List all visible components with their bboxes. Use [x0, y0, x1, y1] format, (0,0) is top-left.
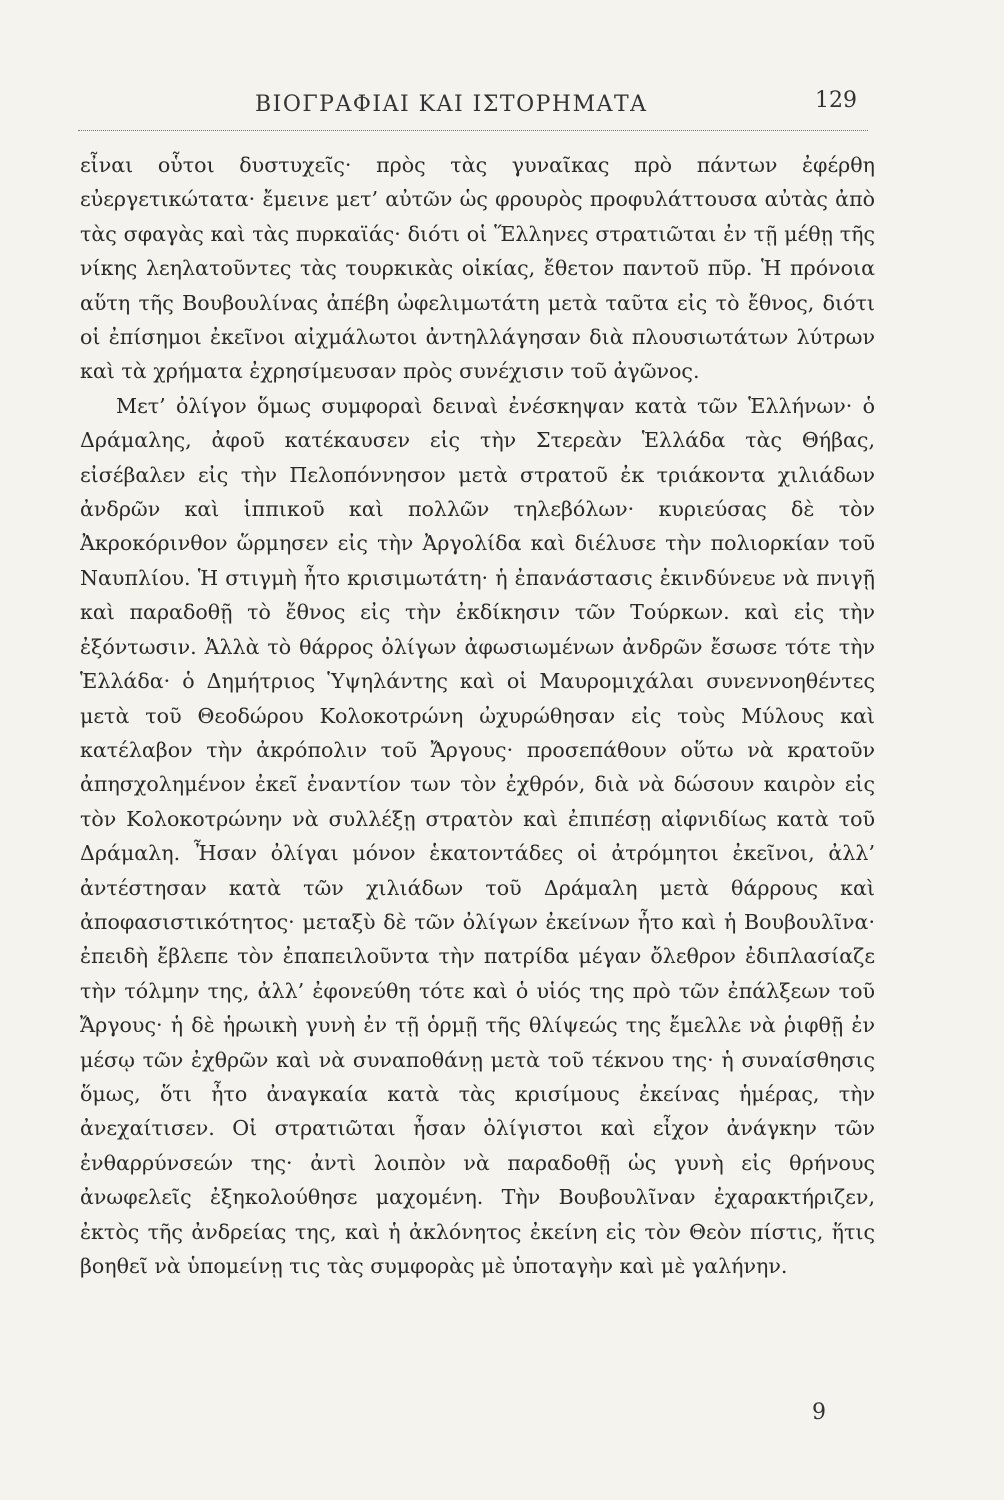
paragraph: εἶναι οὗτοι δυστυχεῖς· πρὸς τὰς γυναῖκας πρὸ πάντων ἐφέρθη εὐεργετικώτατα· ἔμεινε μετ’ αὐτῶν ὡς φρουρὸς προφυλάττουσα αὐτὰς ἀπὸ τὰς σφαγὰς καὶ τὰς πυρκαϊάς· διότι οἱ Ἕλληνες στρατιῶται ἐν τῇ μέθῃ τῆς νίκης λεηλατοῦντες τὰς τουρκικὰς οἰκίας, ἔθετον παντοῦ πῦρ. Ἡ πρόνοια αὕτη τῆς Βουβουλίνας ἀπέβη ὠφελιμωτάτη μετὰ ταῦτα εἰς τὸ ἔθνος, διότι οἱ ἐπίσημοι ἐκεῖνοι αἰχμάλωτοι ἀντηλλάγησαν διὰ πλουσιωτάτων λύτρων καὶ τὰ χρήματα ἐχρησίμευσαν πρὸς συνέχισιν τοῦ ἀγῶνος.: [80, 153, 875, 384]
header-rule: [78, 130, 868, 131]
running-title: ΒΙΟΓΡΑΦΙΑΙ ΚΑΙ ΙΣΤΟΡΗΜΑΤΑ: [255, 92, 648, 117]
signature-mark: 9: [812, 1400, 826, 1425]
body-text: [80, 148, 875, 1418]
page-number: 129: [815, 88, 857, 113]
paragraph: Μετ’ ὀλίγον ὅμως συμφοραὶ δειναὶ ἐνέσκηψαν κατὰ τῶν Ἑλλήνων· ὁ Δράμαλης, ἀφοῦ κατέκαυσεν εἰς τὴν Στερεὰν Ἑλλάδα τὰς Θήβας, εἰσέβαλεν εἰς τὴν Πελοπόννησον μετὰ στρατοῦ ἐκ τριάκοντα χιλιάδων ἀνδρῶν καὶ ἱππικοῦ καὶ πολλῶν τηλεβόλων· κυριεύσας δὲ τὸν Ἀκροκόρινθον ὥρμησεν εἰς τὴν Ἀργολίδα καὶ διέλυσε τὴν πολιορκίαν τοῦ Ναυπλίου. Ἡ στιγμὴ ἦτο κρισιμωτάτη· ἡ ἐπανάστασις ἐκινδύνευε νὰ πνιγῇ καὶ παραδοθῇ τὸ ἔθνος εἰς τὴν ἐκδίκησιν τῶν Τούρκων. καὶ εἰς τὴν ἐξόντωσιν. Ἀλλὰ τὸ θάρρος ὀλίγων ἀφωσιωμένων ἀνδρῶν ἔσωσε τότε τὴν Ἑλλάδα· ὁ Δημήτριος Ὑψηλάντης καὶ οἱ Μαυρομιχάλαι συνεννοηθέντες μετὰ τοῦ Θεοδώρου Κολοκοτρώνη ὠχυρώθησαν εἰς τοὺς Μύλους καὶ κατέλαβον τὴν ἀκρόπολιν τοῦ Ἄργους· προσεπάθουν οὕτω νὰ κρατοῦν ἀπησχολημένον ἐκεῖ ἐναντίον των τὸν ἐχθρόν, διὰ νὰ δώσουν καιρὸν εἰς τὸν Κολοκοτρώνην νὰ συλλέξῃ στρατὸν καὶ ἐπιπέσῃ αἰφνιδίως κατὰ τοῦ Δράμαλη. Ἦσαν ὀλίγαι μόνον ἑκατοντάδες οἱ ἀτρόμητοι ἐκεῖνοι, ἀλλ’ ἀντέστησαν κατὰ τῶν χιλιάδων τοῦ Δράμαλη μετὰ θάρρους καὶ ἀποφασιστικότητος· μεταξὺ δὲ τῶν ὀλίγων ἐκείνων ἦτο καὶ ἡ Βουβουλῖνα· ἐπειδὴ ἔβλεπε τὸν ἐπαπειλοῦντα τὴν πατρίδα μέγαν ὄλεθρον ἐδιπλασίαζε τὴν τόλμην της, ἀλλ’ ἐφονεύθη τότε καὶ ὁ υἱός της πρὸ τῶν ἐπάλξεων τοῦ Ἄργους· ἡ δὲ ἡρωικὴ γυνὴ ἐν τῇ ὁρμῇ τῆς θλίψεώς της ἔμελλε νὰ ῥιφθῇ ἐν μέσῳ τῶν ἐχθρῶν καὶ νὰ συναποθάνῃ μετὰ τοῦ τέκνου της· ἡ συναίσθησις ὅμως, ὅτι ἦτο ἀναγκαία κατὰ τὰς κρισίμους ἐκείνας ἡμέρας, τὴν ἀνεχαίτισεν. Οἱ στρατιῶται ἦσαν ὀλίγιστοι καὶ εἶχον ἀνάγκην τῶν ἐνθαρρύνσεών της· ἀντὶ λοιπὸν νὰ παραδοθῇ ὡς γυνὴ εἰς θρήνους ἀνωφελεῖς ἐξηκολούθησε μαχομένη. Τὴν Βουβουλῖναν ἐχαρακτήριζεν, ἐκτὸς τῆς ἀνδρείας της, καὶ ἡ ἀκλόνητος ἐκείνη εἰς τὸν Θεὸν πίστις, ἥτις βοηθεῖ νὰ ὑπομείνῃ τις τὰς συμφορὰς μὲ ὑποταγὴν καὶ μὲ γαλήνην.: [80, 393, 875, 1278]
